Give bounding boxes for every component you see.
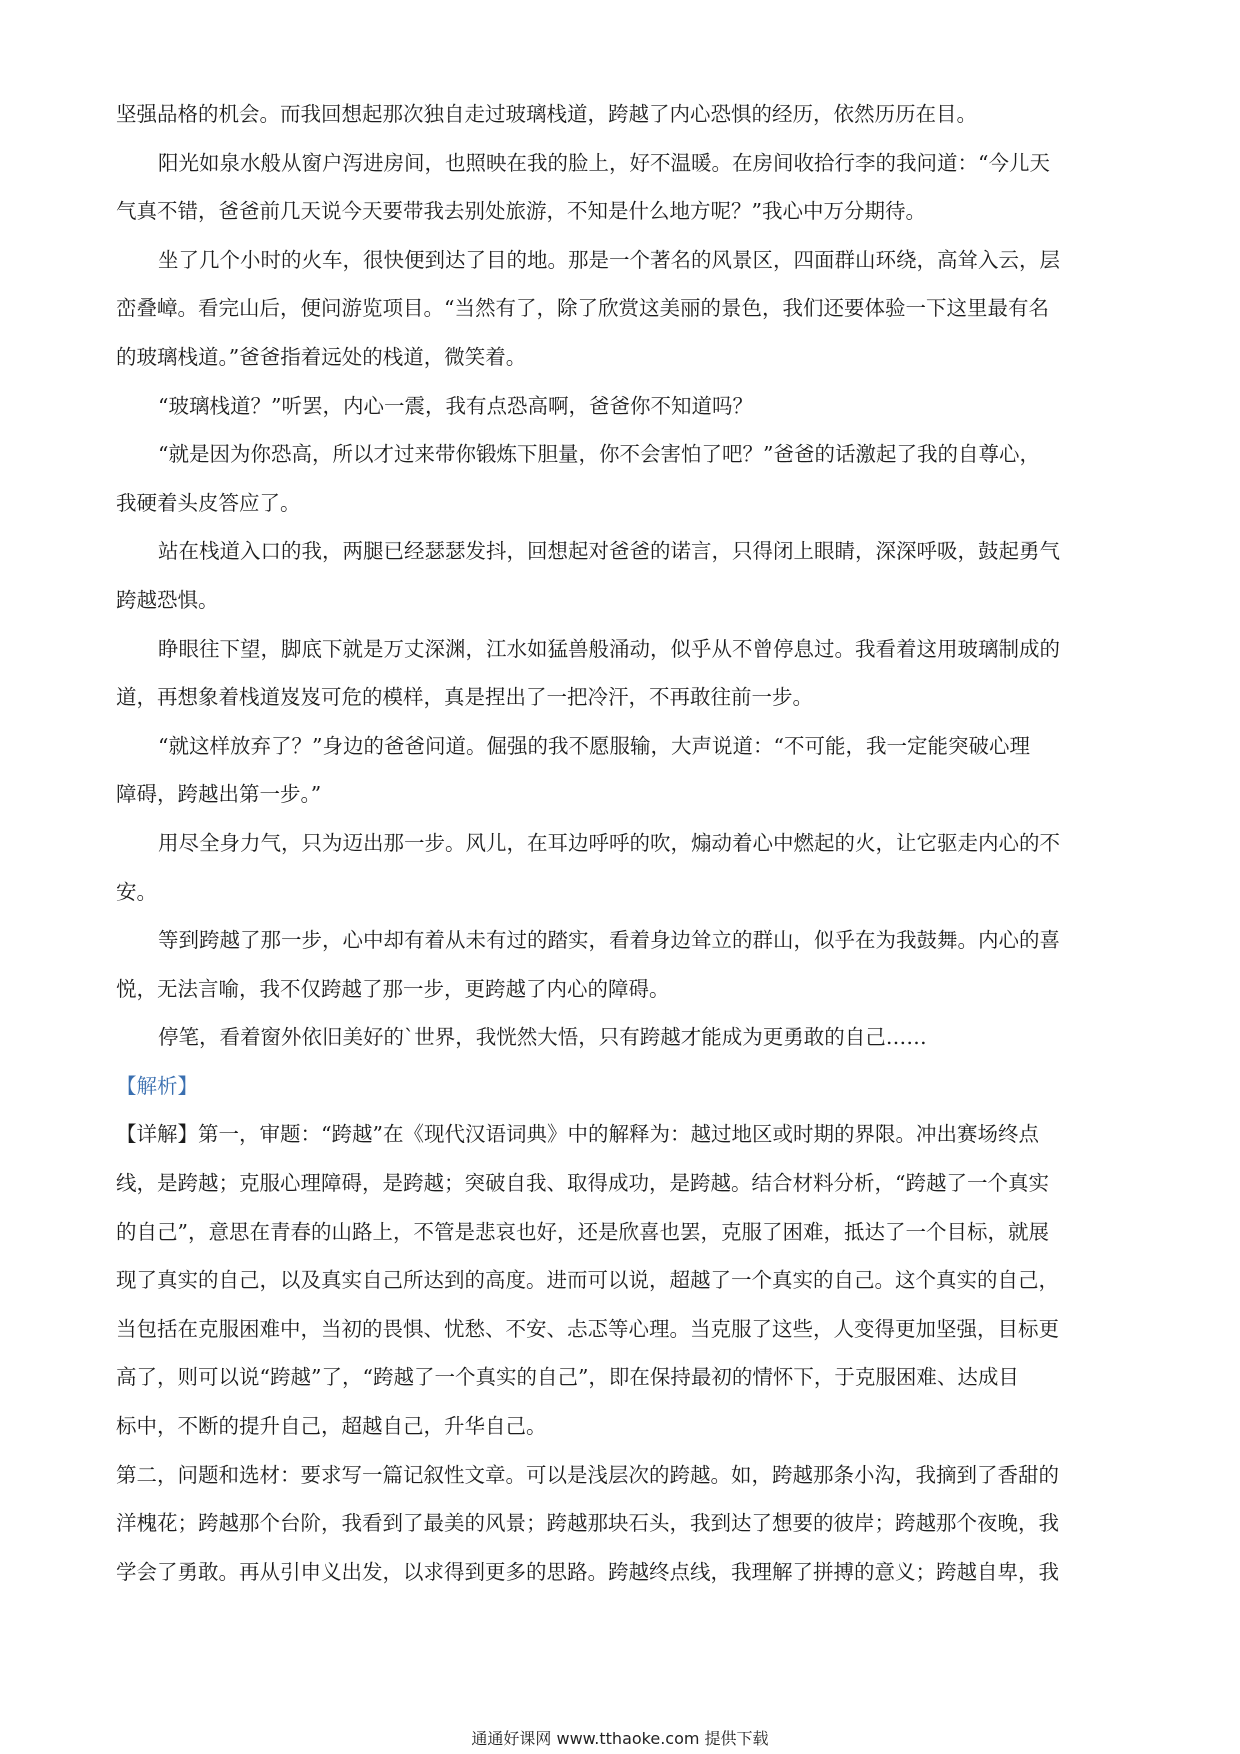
essay-line: 停笔，看着窗外依旧美好的`世界，我恍然大悟，只有跨越才能成为更勇敢的自己…… bbox=[158, 1025, 927, 1050]
essay-line: 用尽全身力气，只为迈出那一步。风儿，在耳边呼呼的吹，煽动着心中燃起的火，让它驱走内心的不 bbox=[158, 830, 1060, 855]
analysis-line: 第二，问题和选材：要求写一篇记叙性文章。可以是浅层次的跨越。如，跨越那条小沟，我摘到了香甜的 bbox=[116, 1462, 1059, 1487]
analysis-line: 当包括在克服困难中，当初的畏惧、忧愁、不安、忐忑等心理。当克服了这些，人变得更加坚强，目标更 bbox=[116, 1316, 1059, 1341]
essay-line: 跨越恐惧。 bbox=[116, 587, 219, 612]
essay-line: 坐了几个小时的火车，很快便到达了目的地。那是一个著名的风景区，四面群山环绕，高耸入云，层 bbox=[158, 247, 1060, 272]
essay-line: “就这样放弃了？”身边的爸爸问道。倔强的我不愿服输，大声说道：“不可能，我一定能突破心理 bbox=[158, 733, 1030, 758]
document-body bbox=[116, 90, 1126, 1596]
essay-line: 悦，无法言喻，我不仅跨越了那一步，更跨越了内心的障碍。 bbox=[116, 976, 670, 1001]
essay-line: 峦叠嶂。看完山后，便问游览项目。“当然有了，除了欣赏这美丽的景色，我们还要体验一下这里最有名 bbox=[116, 296, 1049, 321]
essay-line: 等到跨越了那一步，心中却有着从未有过的踏实，看着身边耸立的群山，似乎在为我鼓舞。内心的喜 bbox=[158, 928, 1060, 953]
analysis-line: 线，是跨越；克服心理障碍，是跨越；突破自我、取得成功，是跨越。结合材料分析，“跨越了一个真实 bbox=[116, 1171, 1049, 1196]
analysis-tag: 【解析】 bbox=[116, 1073, 198, 1098]
essay-line: 道，再想象着栈道岌岌可危的模样，真是捏出了一把冷汗，不再敢往前一步。 bbox=[116, 685, 813, 710]
analysis-line: 的自己”，意思在青春的山路上，不管是悲哀也好，还是欣喜也罢，克服了困难，抵达了一个目标，就展 bbox=[116, 1219, 1049, 1244]
analysis-line: 标中，不断的提升自己，超越自己，升华自己。 bbox=[116, 1414, 547, 1439]
essay-line: “就是因为你恐高，所以才过来带你锻炼下胆量，你不会害怕了吧？”爸爸的话激起了我的自尊心， bbox=[158, 442, 1040, 467]
page-footer: 通通好课网 www.tthaoke.com 提供下载 bbox=[471, 1729, 769, 1748]
essay-line: 气真不错，爸爸前几天说今天要带我去别处旅游，不知是什么地方呢？”我心中万分期待。 bbox=[116, 199, 926, 224]
essay-line: 的玻璃栈道。”爸爸指着远处的栈道，微笑着。 bbox=[116, 344, 527, 369]
essay-line: 阳光如泉水般从窗户泻进房间，也照映在我的脸上，好不温暖。在房间收拾行李的我问道：“今儿天 bbox=[158, 150, 1050, 175]
essay-line: 站在栈道入口的我，两腿已经瑟瑟发抖，回想起对爸爸的诺言，只得闭上眼睛，深深呼吸，鼓起勇气 bbox=[158, 539, 1060, 564]
essay-line: 我硬着头皮答应了。 bbox=[116, 490, 301, 515]
analysis-line: 洋槐花；跨越那个台阶，我看到了最美的风景；跨越那块石头，我到达了想要的彼岸；跨越那个夜晚，我 bbox=[116, 1511, 1059, 1536]
essay-line: 安。 bbox=[116, 879, 157, 904]
detail-text: 第一，审题：“跨越”在《现代汉语词典》中的解释为：越过地区或时期的界限。冲出赛场终点 bbox=[198, 1122, 1039, 1147]
essay-line: 坚强品格的机会。而我回想起那次独自走过玻璃栈道，跨越了内心恐惧的经历，依然历历在目。 bbox=[116, 102, 977, 126]
detail-tag: 【详解】 bbox=[116, 1122, 198, 1147]
essay-line: 障碍，跨越出第一步。” bbox=[116, 782, 322, 807]
analysis-line bbox=[116, 1110, 1126, 1159]
essay-line: 睁眼往下望，脚底下就是万丈深渊，江水如猛兽般涌动，似乎从不曾停息过。我看着这用玻璃制成的 bbox=[158, 636, 1060, 661]
essay-line: “玻璃栈道？”听罢，内心一震，我有点恐高啊，爸爸你不知道吗？ bbox=[158, 393, 753, 418]
analysis-line: 高了，则可以说“跨越”了，“跨越了一个真实的自己”，即在保持最初的情怀下，于克服困难、达成目 bbox=[116, 1365, 1019, 1390]
analysis-line: 学会了勇敢。再从引申义出发，以求得到更多的思路。跨越终点线，我理解了拼搏的意义；跨越自卑，我 bbox=[116, 1559, 1059, 1584]
analysis-line: 现了真实的自己，以及真实自己所达到的高度。进而可以说，超越了一个真实的自己。这个真实的自己， bbox=[116, 1268, 1059, 1293]
analysis-heading bbox=[116, 1062, 1126, 1111]
